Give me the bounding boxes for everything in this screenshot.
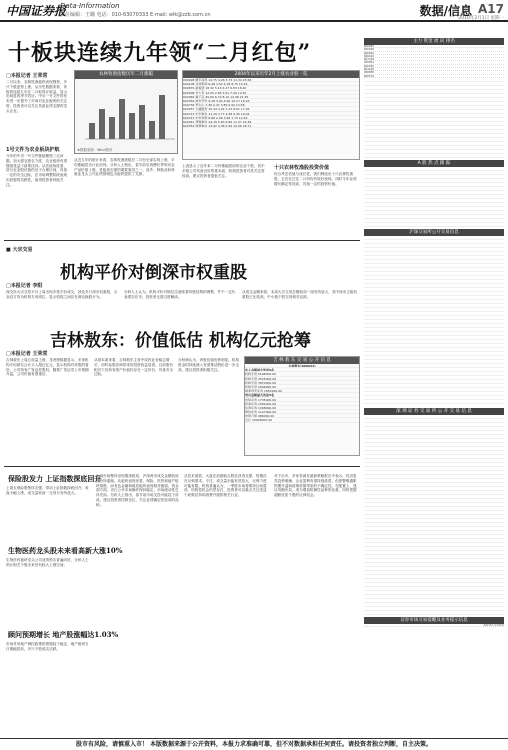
section-label-b: ■ 大宗交易: [6, 247, 33, 253]
headline-3: 吉林敖东：价值低估 机构亿元抢筹: [50, 331, 311, 351]
trade-info-table: [244, 356, 360, 456]
article-text-9: 吉林敖东上周五放量上涨，龙虎榜数据显示，多家机构专用席位合计买入超过亿元，显示机构对该股的看好。公司持有广发证券股权，随着广发证券上市预期升温，公司价值有望重估。: [6, 358, 89, 377]
byline-a: □本报记者 王荣常: [6, 73, 48, 79]
table-row: 600598 北大荒 12.05 2.83 3.91 7.26 14.87: [183, 91, 359, 95]
list-item: 600036: [364, 48, 504, 51]
byline-d: □本报记者 王荣常: [6, 351, 48, 357]
sidebar-bar-2: A 股 热 点 跟 踪: [364, 160, 504, 167]
data-rows-block: [364, 167, 504, 227]
sidebar-bar-1: 主力 资金 流 向 排名: [364, 38, 504, 45]
contact-line: 责任编辑：王璐 电话：010-63070333 E-mail: wlk@zzb.com.cn: [60, 12, 211, 18]
data-rows-block: [364, 236, 504, 406]
list-item: 601166: [364, 68, 504, 71]
article-text-6: 深交所大宗交易平台上周出现多笔平价成交，涉及多只深市权重股，买卖双方均为机构专用席位，显示机构之间存在调仓换股行为。: [6, 290, 118, 299]
chart-caption: 农林牧渔指数历年二月涨幅: [75, 71, 177, 79]
table-row: 000998 隆平高科 14.75 4.26 5.73 11.34 23.56: [183, 78, 359, 82]
table-row: 合计 20099000.00: [245, 418, 359, 422]
brief-headline-3: 顾问预期增长 地产股涨幅达1.03%: [8, 630, 119, 639]
sidebar-bar-3: 沪深交易所公开交易信息: [364, 229, 504, 236]
list-item: 600000: [364, 45, 504, 48]
table-row: 600108 亚盛集团 6.48 3.52 4.18 8.75 15.22: [183, 82, 359, 86]
brief-headline-2: 生物医药龙头股未来看高新大涨10%: [8, 546, 123, 555]
article-text-4: 上表显示了近年来二月份涨幅居前的农业个股，其中多数公司具备良好的基本面，机构投资者对其关注度较高，建议投资者逢低关注。: [182, 164, 265, 178]
table-row: 国泰君安证券 1852000.00: [245, 389, 359, 393]
data-rows-block: [364, 415, 504, 615]
issue-date: 2010年2月1日 星期一: [458, 16, 504, 21]
trade-table-caption: 吉 林 敖 东 交 易 公 开 信 息: [245, 357, 359, 364]
table-row: 002041 登海种业 24.15 5.63 6.84 11.27 20.39: [183, 120, 359, 124]
table-row: 600354 敦煌种业 13.92 4.38 5.56 10.06 18.71: [183, 124, 359, 128]
article-text-8: 从成交金额来看，本周大宗交易总额较前一周有所放大，其中深市主板权重股占比较高，中小板个股交易相对活跃。: [242, 290, 357, 299]
article-text-7: 分析人士认为，机构平价对倒往往意味着持股结构的调整，并不一定代表看空后市，投资者无需过度解读。: [124, 290, 236, 299]
byline-c: □本报记者 李阳: [6, 283, 43, 289]
stocks-table: [182, 70, 360, 160]
article-text-5: 综合考虑估值与成长性，我们筛选出十只农林牧渔股，它们在过往二月份均有较好表现，同时今年业绩增长确定性较高，具备一定的投资价值。: [274, 172, 357, 186]
data-sidebar: [364, 36, 504, 716]
list-item: 601318: [364, 58, 504, 61]
subhead-1: 1号文件为农业板块护航: [6, 147, 60, 153]
list-item: 000858: [364, 71, 504, 74]
article-text-12: 上周市场整体呈现震荡格局，沪深两市成交金额较前期有所萎缩。从板块表现来看，保险、医药和地产板块领涨，而有色金属和煤炭板块表现相对疲弱。资金面方面，央行公开市场操作保持稳定，市场流动性总体充裕。分析人士指出，春节前市场交投可能趋于清淡，建议投资者控制仓位，关注业绩确定性较高的品种。: [96, 474, 179, 507]
brief-headline-1: 保险股发力 上证指数探底回升: [8, 474, 102, 483]
table-row: 000876 新希望 18.32 5.14 6.27 9.83 18.40: [183, 86, 359, 90]
table-row: 机构专用 3870000.00: [245, 381, 359, 385]
page-number: A17: [478, 2, 504, 16]
footer-disclaimer: 股市有风险，请慎重入市！ 本版数据来源于公开资料，本报力求准确可靠，但不对数据承担任何责任。请投资者独立判断，自主决策。: [0, 738, 508, 750]
article-text-13: 从技术面看，大盘在前期低点附近获得支撑，短期存在反弹需求。不过，成交量未能有效放大，反弹力度可能有限。机构普遍认为，一季度市场将维持区间震荡，结构性机会仍然存在，投资者可以重点关注受益于政策扶持和消费升级的相关行业。: [184, 474, 267, 498]
headline-2: 机构平价对倒深市权重股: [60, 263, 247, 283]
sector-chart: [74, 70, 178, 154]
table-row: 002069 獐子岛 45.60 6.72 8.15 12.48 21.35: [183, 95, 359, 99]
trade-table-subtitle: 吉林敖东(000623): [245, 364, 359, 368]
list-item: 000002: [364, 52, 504, 55]
sidebar-bar-5: 深 圳 证 券 交 易 所 公 开 交 易 信 息: [364, 408, 504, 415]
table-row: 中信证券 1735000.00: [245, 398, 359, 402]
table-row: 机构专用 4525000.00: [245, 377, 359, 381]
table-row: 600359 新农开发 9.18 3.04 4.66 10.17 16.93: [183, 99, 359, 103]
table-row: 600313 中农资源 8.86 2.96 3.48 7.73 12.65: [183, 116, 359, 120]
bar-chart-graphic: [75, 79, 179, 155]
list-item: 600016: [364, 55, 504, 58]
article-text-14: 对于后市，多家券商在最新策略报告中表示，经济复苏趋势明确，企业盈利有望持续改善，但需警惕通胀预期升温和政策收紧带来的不确定性。在配置上，建议均衡布局，适当增加防御性品种的比重，同时把握超跌优质个股的反弹机会。: [274, 474, 357, 498]
chart-source: ★数据来源：Wind资讯: [77, 148, 113, 152]
table-row: 机构专用 2946000.00: [245, 385, 359, 389]
list-item: 000001: [364, 61, 504, 64]
data-rows-block: [364, 78, 504, 158]
table-caption: 2004年以来历年2月上涨农业股一览: [183, 71, 359, 78]
trade-table-line: 买入金额最大的前5名: [245, 368, 359, 372]
article-text-1: 二月以来，农林牧渔板块表现强势，多只个股逆势上涨，从历史数据来看，该板块连续九年在二月取得正收益，显示出明显的季节效应。中央一号文件的发布进一步提升了市场对农业板块的关注度，投资者可以关注具备业绩支撑的龙头企业。: [6, 80, 68, 113]
table-row: 国信证券 1147000.00: [245, 410, 359, 414]
table-row: 申银万国 986000.00: [245, 414, 359, 418]
table-row: 600257 大湖股份 10.44 4.01 5.23 8.61 17.26: [183, 107, 359, 111]
paper-logo: 中国证券报: [6, 4, 67, 18]
list-item: 600519: [364, 75, 504, 78]
subhead-2: 十只农林牧渔股投资价值: [274, 165, 330, 171]
main-headline: 十板块连续九年领“二月红包”: [8, 40, 312, 66]
table-row: 招商证券 1562000.00: [245, 402, 359, 406]
table-row: 000713 丰乐种业 11.29 3.77 4.98 9.45 19.04: [183, 112, 359, 116]
section-title: 数据/信息: [419, 4, 472, 18]
tagline: Data·Information: [60, 2, 120, 10]
table-row: 机构专用 5168000.00: [245, 372, 359, 376]
trade-table-line: 卖出金额最大的前5名: [245, 393, 359, 397]
brief-text-1: 上周五保险股集体走强，带动上证指数探底回升，收盘小幅上涨，成交量较前一交易日有所放大。: [6, 486, 89, 495]
list-item: 600030: [364, 65, 504, 68]
brief-text-2: 生物医药板块龙头公司业绩预告普遍向好，分析人士预计相关个股未来仍有较大上涨空间。: [6, 558, 89, 567]
divider: [4, 240, 360, 241]
article-text-11: 分析师认为，该股估值优势明显，机构资金的持续流入有望推动股价进一步走高，建议投资者积极关注。: [178, 358, 240, 372]
table-row: 华泰证券 1308000.00: [245, 406, 359, 410]
masthead: [0, 0, 508, 22]
article-text-10: 从基本面来看，吉林敖东主营中成药业务稳定增长，同时参股券商带来的投资收益显著。目前股价相对于其持有资产价值仍存在一定折价，具备安全边际。: [94, 358, 174, 377]
article-text-2: 今年的中央一号文件继续聚焦三农问题，加大强农惠农力度，农业板块有望继续受益于政策扶持。从估值角度看，部分农业股估值仍处于合理区间，具备一定的安全边际，在市场调整阶段表现出较强的抗跌性，值得投资者持续关注。: [6, 154, 68, 187]
table-row: 000735 罗牛山 7.36 2.47 3.85 6.92 13.58: [183, 103, 359, 107]
sidebar-bar-4: 证券市场交易提醒及业务提示信息: [364, 617, 504, 624]
sidebar-note: 本报信息仅供参考: [364, 624, 504, 627]
divider: [4, 466, 360, 467]
brief-text-3: 市场对房地产调控政策的预期趋于稳定，地产板块当日涨幅居前，多只个股成交活跃。: [6, 642, 89, 651]
article-text-3: 从近九年的统计来看，农林牧渔指数在二月份全部实现上涨，平均涨幅居各行业前列。分析人士指出，春节前后消费旺季带动农产品价格上涨，是板块走强的重要原因之一。此外，种植业和养殖业龙头公司业绩预增也为板块提供了支撑。: [74, 158, 175, 177]
